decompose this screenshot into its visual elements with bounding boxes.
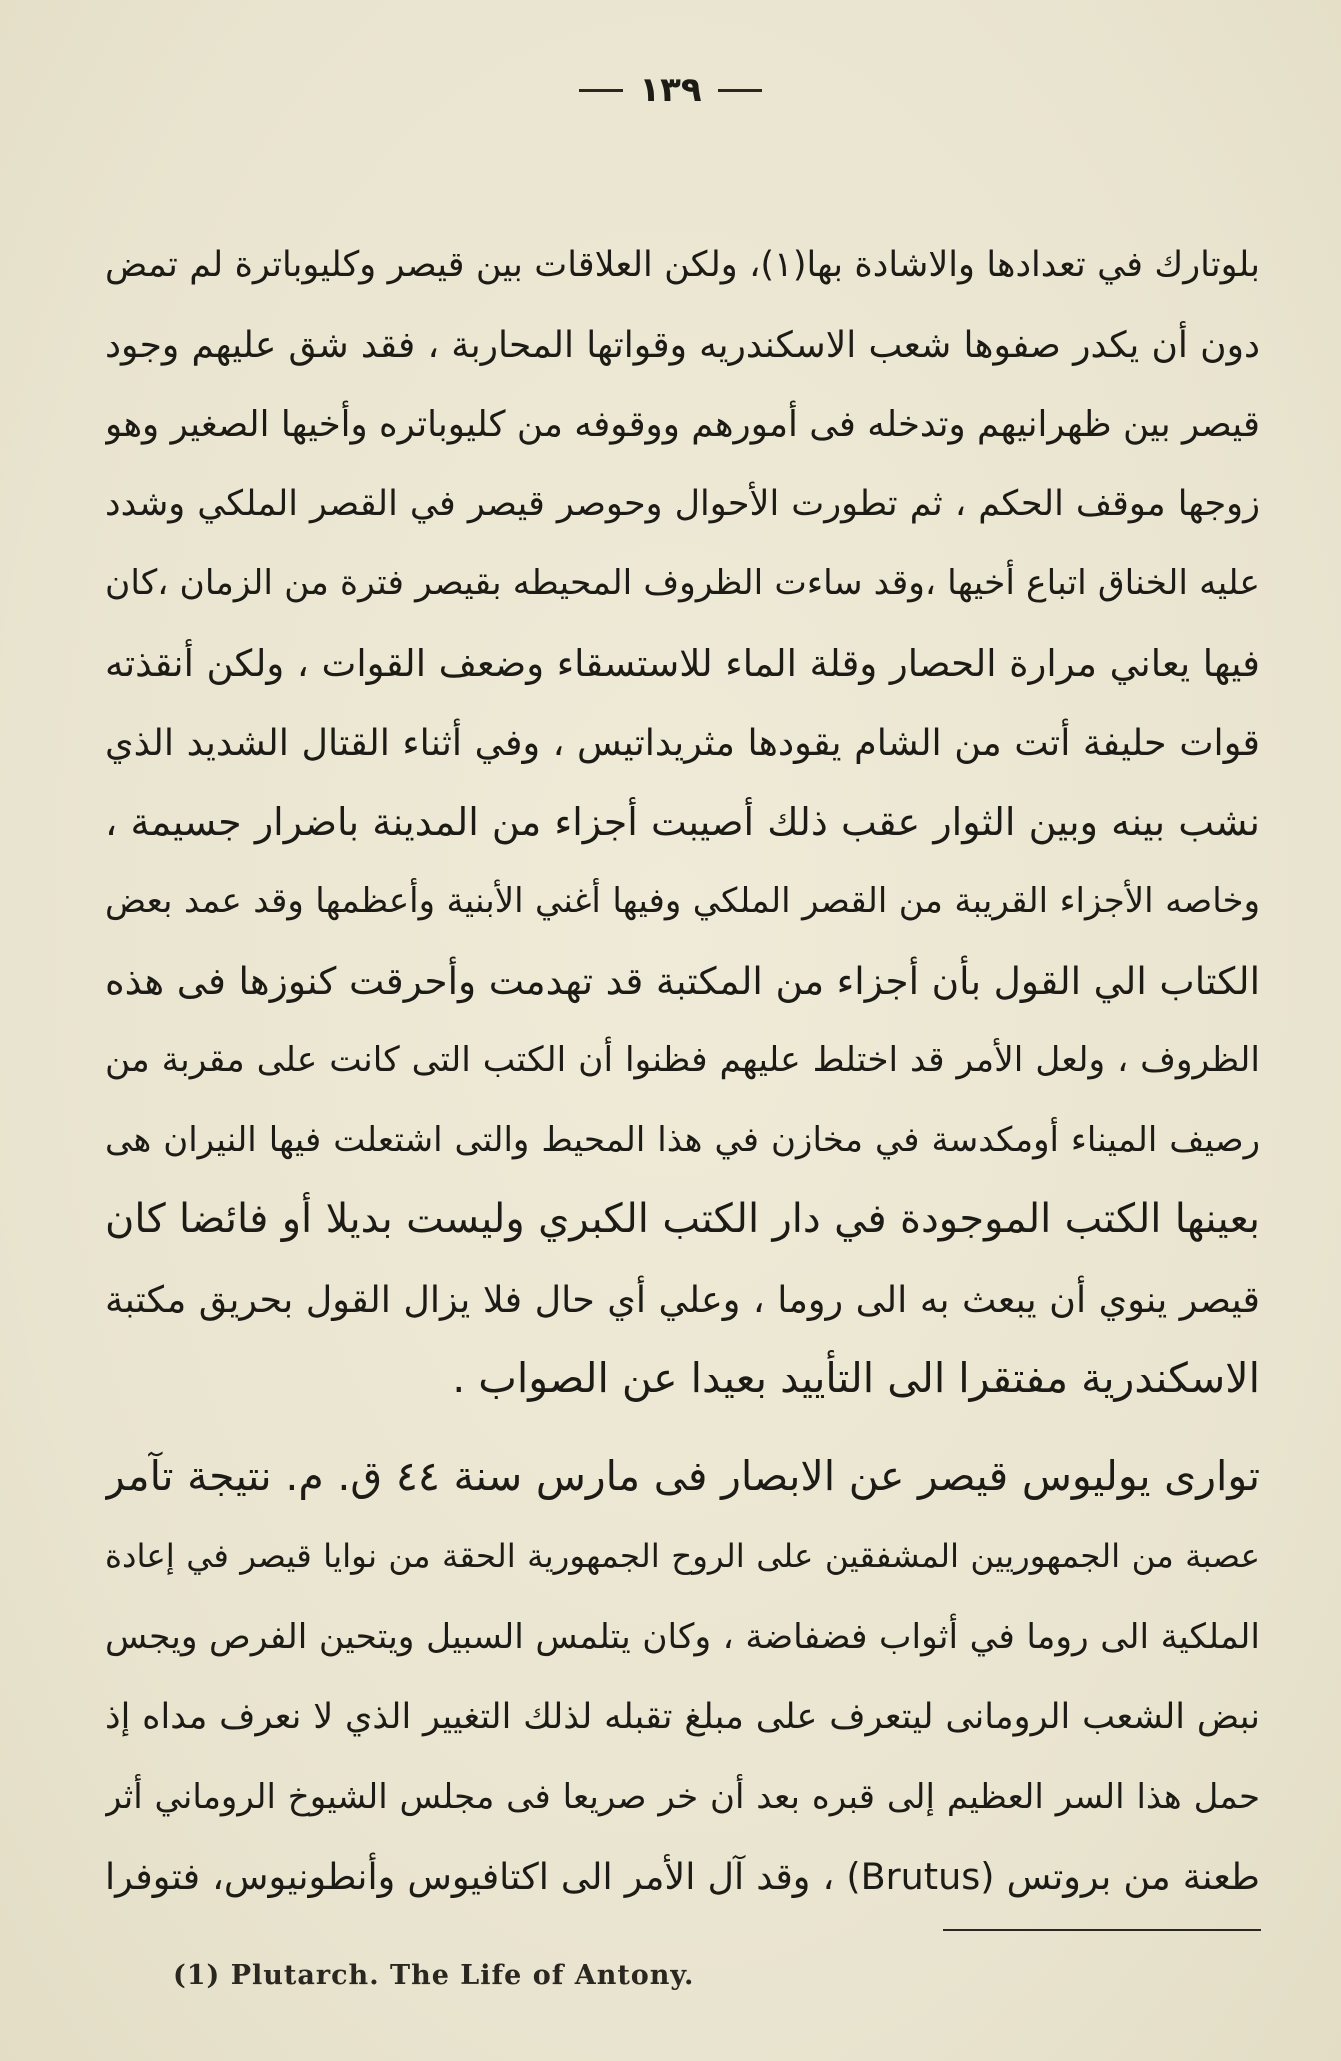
text-line: قيصر ينوي أن يبعث به الى روما ، وعلي أي حال فلا يزال القول بحريق مكتبة <box>105 1277 1260 1321</box>
page-number-dash-right <box>579 89 623 92</box>
text-line: زوجها موقف الحكم ، ثم تطورت الأحوال وحوصر قيصر في القصر الملكي وشدد <box>105 483 1260 524</box>
text-line: توارى يوليوس قيصر عن الابصار فى مارس سنة ٤٤ ق. م. نتيجة تآمر <box>105 1452 1260 1500</box>
text-line: نشب بينه وبين الثوار عقب ذلك أصيبت أجزاء من المدينة باضرار جسيمة ، <box>105 799 1260 844</box>
text-line: قيصر بين ظهرانيهم وتدخله فى أمورهم ووقوفه من كليوباتره وأخيها الصغير وهو <box>105 404 1260 445</box>
page-number: ١٣٩ <box>639 70 702 110</box>
text-line: الملكية الى روما في أثواب فضفاضة ، وكان يتلمس السبيل ويتحين الفرص ويجس <box>105 1616 1260 1657</box>
paragraph-2 <box>105 1436 1260 1918</box>
page-header <box>0 70 1341 110</box>
text-line: نبض الشعب الرومانى ليتعرف على مبلغ تقبله لذلك التغيير الذي لا نعرف مداه إذ <box>105 1696 1260 1737</box>
text-line: وخاصه الأجزاء القريبة من القصر الملكي وفيها أغني الأبنية وأعظمها وقد عمد بعض <box>105 881 1260 921</box>
text-line: الكتاب الي القول بأن أجزاء من المكتبة قد تهدمت وأحرقت كنوزها فى هذه <box>105 958 1260 1003</box>
text-line: حمل هذا السر العظيم إلى قبره بعد أن خر صريعا فى مجلس الشيوخ الروماني أثر <box>105 1777 1260 1818</box>
paragraph-1 <box>105 226 1260 1419</box>
text-line: قوات حليفة أتت من الشام يقودها مثريداتيس ، وفي أثناء القتال الشديد الذي <box>105 721 1260 764</box>
text-line: الظروف ، ولعل الأمر قد اختلط عليهم فظنوا أن الكتب التى كانت على مقربة من <box>105 1040 1260 1080</box>
text-line: دون أن يكدر صفوها شعب الاسكندريه وقواتها المحاربة ، فقد شق عليهم وجود <box>105 324 1260 366</box>
text-line: بعينها الكتب الموجودة في دار الكتب الكبري وليست بديلا أو فائضا كان <box>105 1196 1260 1242</box>
text-line: طعنة من بروتس (Brutus) ، وقد آل الأمر الى اكتافيوس وأنطونيوس، فتوفرا <box>105 1855 1260 1899</box>
footnote: (1) Plutarch. The Life of Antony. <box>173 1960 695 1991</box>
text-line: عصبة من الجمهوريين المشفقين على الروح الجمهورية الحقة من نوايا قيصر في إعادة <box>105 1537 1260 1576</box>
text-line: الاسكندرية مفتقرا الى التأييد بعيدا عن الصواب . <box>452 1354 1260 1402</box>
text-line: رصيف الميناء أومكدسة في مخازن في هذا المحيط والتى اشتعلت فيها النيران هى <box>105 1119 1260 1160</box>
text-line: بلوتارك في تعدادها والاشادة بها(١)، ولكن العلاقات بين قيصر وكليوباترة لم تمض <box>105 245 1260 285</box>
text-line: عليه الخناق اتباع أخيها ،وقد ساءت الظروف المحيطه بقيصر فترة من الزمان ،كان <box>105 563 1260 603</box>
footnote-divider <box>943 1929 1261 1931</box>
page-number-dash-left <box>718 89 762 92</box>
text-line: فيها يعاني مرارة الحصار وقلة الماء للاستسقاء وضعف القوات ، ولكن أنقذته <box>105 641 1260 685</box>
